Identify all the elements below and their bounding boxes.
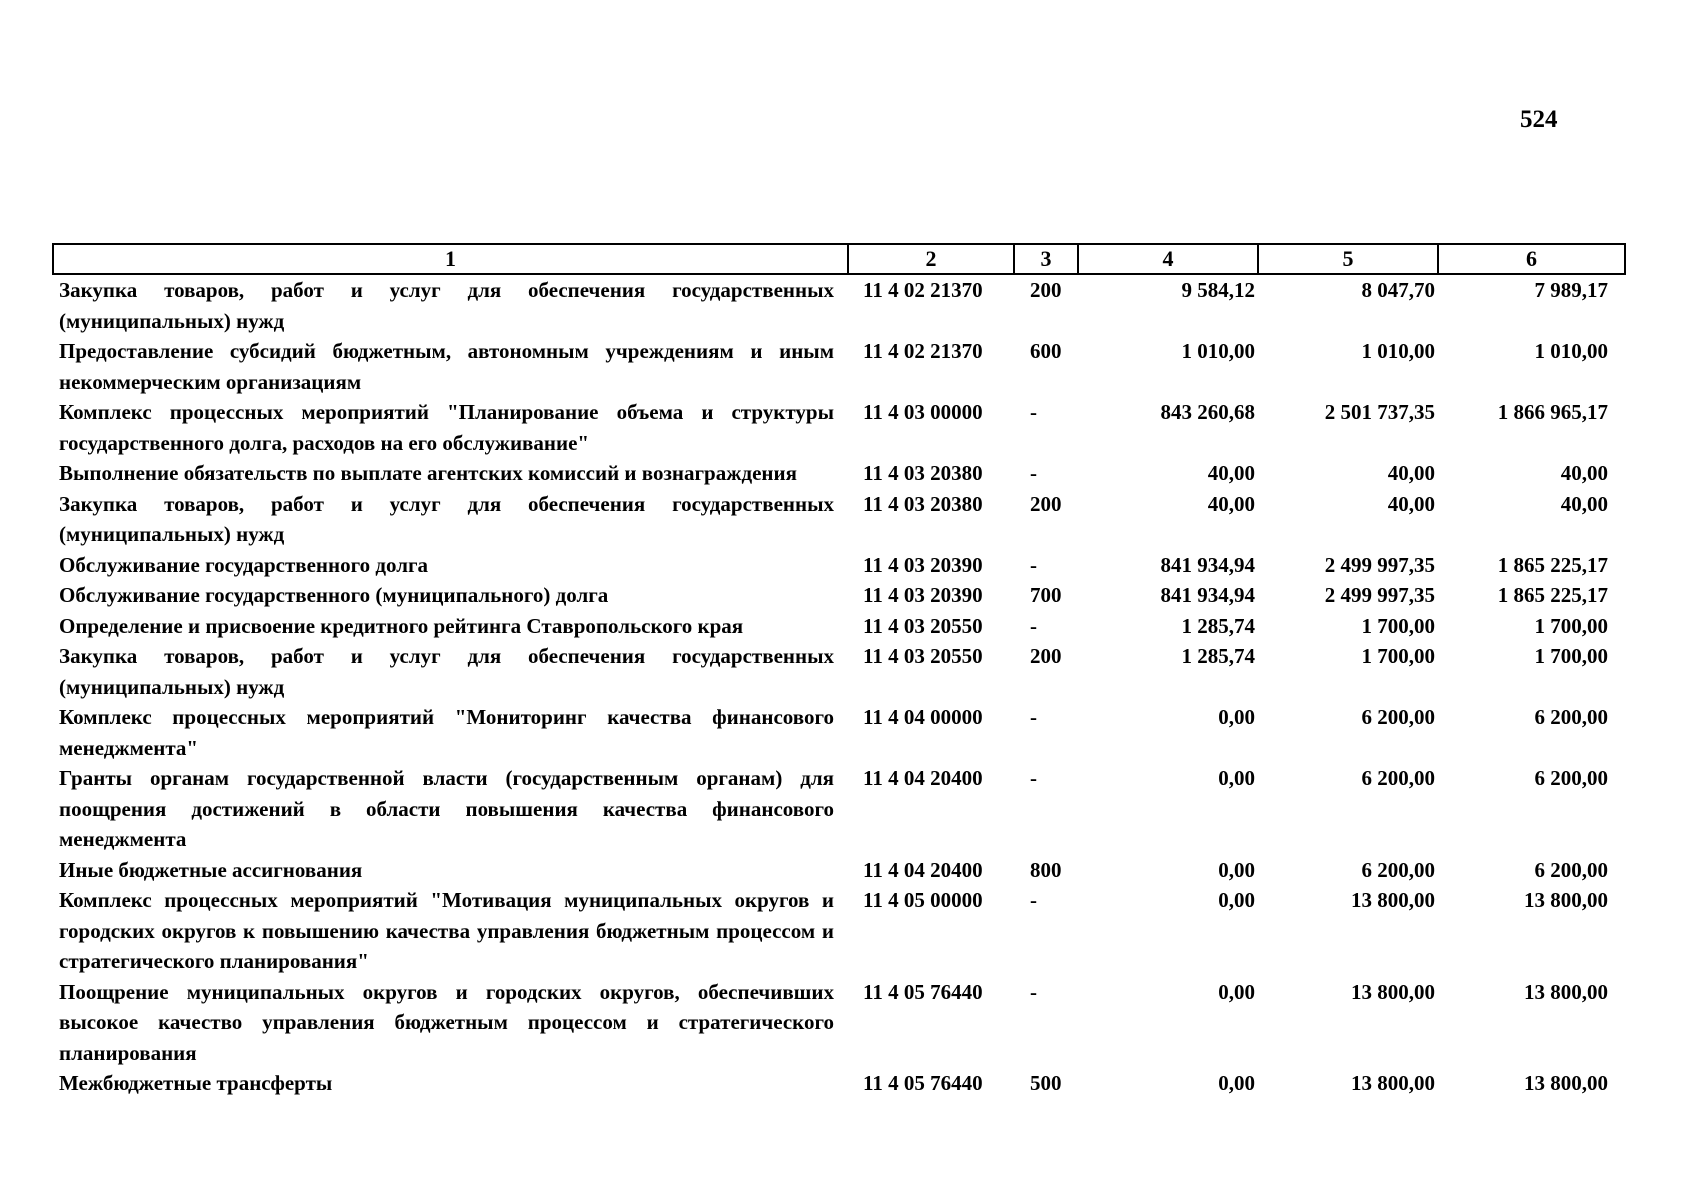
row-value-col5: 8 047,70 (1361, 278, 1435, 302)
row-value-col4: 0,00 (1218, 766, 1255, 790)
table-row (53, 397, 1625, 458)
row-value-col4: 9 584,12 (1181, 278, 1255, 302)
table-row (53, 702, 1625, 763)
row-value-col4: 843 260,68 (1160, 400, 1255, 424)
row-value-col4: 40,00 (1207, 491, 1255, 516)
row-expense-type: - (1030, 766, 1037, 790)
row-code: 11 4 05 76440 (863, 979, 983, 1004)
row-value-col6: 1 865 225,17 (1497, 583, 1608, 607)
row-name: Комплекс процессных мероприятий "Мотивация муниципальных округов и городских округов к повышению качества управления бюджетным процессом и стратегического планирования" (59, 888, 834, 973)
row-code: 11 4 03 20550 (863, 613, 983, 638)
row-value-col5: 2 499 997,35 (1324, 583, 1435, 607)
row-code: 11 4 03 20390 (863, 583, 983, 607)
table-row (53, 885, 1625, 977)
row-value-col6: 13 800,00 (1524, 888, 1608, 912)
page-number: 524 (1520, 106, 1558, 133)
table-row (53, 550, 1625, 581)
row-code: 11 4 02 21370 (863, 278, 983, 302)
row-expense-type: - (1030, 461, 1037, 485)
row-code: 11 4 04 20400 (863, 857, 983, 882)
table-row (53, 458, 1625, 489)
row-value-col4: 0,00 (1218, 979, 1255, 1004)
row-name: Предоставление субсидий бюджетным, автономным учреждениям и иным некоммерческим организациям (59, 339, 834, 394)
table-row (53, 336, 1625, 397)
row-code: 11 4 02 21370 (863, 339, 983, 363)
row-expense-type: 500 (1030, 1071, 1062, 1095)
row-name: Комплекс процессных мероприятий "Мониторинг качества финансового менеджмента" (59, 705, 834, 760)
row-name: Закупка товаров, работ и услуг для обеспечения государственных (муниципальных) нужд (59, 644, 834, 699)
row-expense-type: 700 (1030, 583, 1062, 607)
row-value-col4: 1 285,74 (1181, 613, 1255, 638)
table-row (53, 855, 1625, 886)
row-name: Обслуживание государственного долга (59, 552, 429, 577)
column-header-3: 3 (1014, 244, 1078, 274)
row-value-col5: 13 800,00 (1351, 888, 1435, 912)
row-code: 11 4 04 00000 (863, 705, 983, 729)
row-value-col6: 1 700,00 (1534, 644, 1608, 668)
row-value-col5: 2 501 737,35 (1324, 400, 1435, 424)
row-value-col6: 6 200,00 (1534, 857, 1608, 882)
table-body (53, 274, 1625, 1099)
row-value-col4: 0,00 (1218, 705, 1255, 729)
row-value-col6: 40,00 (1560, 461, 1608, 485)
row-value-col5: 13 800,00 (1351, 1071, 1435, 1095)
row-value-col4: 841 934,94 (1160, 583, 1255, 607)
row-expense-type: - (1030, 888, 1037, 912)
row-expense-type: 200 (1030, 491, 1062, 516)
row-name: Закупка товаров, работ и услуг для обеспечения государственных (муниципальных) нужд (59, 491, 834, 546)
row-value-col5: 1 700,00 (1361, 613, 1435, 638)
row-value-col4: 0,00 (1218, 888, 1255, 912)
row-value-col6: 1 010,00 (1534, 339, 1608, 363)
row-expense-type: 600 (1030, 339, 1062, 363)
row-name: Определение и присвоение кредитного рейтинга Ставропольского края (59, 613, 744, 638)
row-value-col6: 13 800,00 (1524, 979, 1608, 1004)
row-code: 11 4 03 20390 (863, 552, 983, 577)
row-name: Иные бюджетные ассигнования (59, 857, 363, 882)
row-value-col6: 1 866 965,17 (1497, 400, 1608, 424)
row-value-col5: 6 200,00 (1361, 766, 1435, 790)
row-name: Обслуживание государственного (муниципального) долга (59, 583, 609, 607)
table-row (53, 1068, 1625, 1099)
row-code: 11 4 03 00000 (863, 400, 983, 424)
row-name: Поощрение муниципальных округов и городских округов, обеспечивших высокое качество управления бюджетным процессом и стратегического планирования (59, 979, 834, 1065)
table-row (53, 763, 1625, 855)
row-value-col5: 1 010,00 (1361, 339, 1435, 363)
row-expense-type: 200 (1030, 278, 1062, 302)
row-expense-type: - (1030, 552, 1037, 577)
table-row (53, 641, 1625, 702)
row-name: Гранты органам государственной власти (государственным органам) для поощрения достижений в области повышения качества финансового менеджмента (59, 766, 834, 851)
table-row (53, 580, 1625, 611)
row-name: Закупка товаров, работ и услуг для обеспечения государственных (муниципальных) нужд (59, 278, 834, 333)
row-expense-type: - (1030, 979, 1037, 1004)
column-header-1: 1 (53, 244, 848, 274)
row-value-col5: 1 700,00 (1361, 644, 1435, 668)
row-value-col4: 40,00 (1207, 461, 1255, 485)
row-value-col6: 6 200,00 (1534, 766, 1608, 790)
row-value-col4: 0,00 (1218, 1071, 1255, 1095)
row-value-col4: 1 285,74 (1181, 644, 1255, 668)
row-value-col6: 7 989,17 (1534, 278, 1608, 302)
header-row (53, 244, 1625, 274)
row-expense-type: - (1030, 613, 1037, 638)
row-expense-type: 200 (1030, 644, 1062, 668)
table-row (53, 489, 1625, 550)
row-name: Межбюджетные трансферты (59, 1071, 333, 1095)
row-code: 11 4 03 20380 (863, 491, 983, 516)
row-name: Выполнение обязательств по выплате агентских комиссий и вознаграждения (59, 461, 797, 485)
row-value-col6: 6 200,00 (1534, 705, 1608, 729)
row-value-col4: 1 010,00 (1181, 339, 1255, 363)
row-value-col5: 40,00 (1387, 491, 1435, 516)
row-code: 11 4 03 20550 (863, 644, 983, 668)
table-row (53, 611, 1625, 642)
row-value-col4: 0,00 (1218, 857, 1255, 882)
table-header (53, 244, 1625, 274)
column-header-5: 5 (1258, 244, 1438, 274)
row-expense-type: 800 (1030, 857, 1062, 882)
column-header-6: 6 (1438, 244, 1625, 274)
column-header-2: 2 (848, 244, 1014, 274)
column-header-4: 4 (1078, 244, 1258, 274)
row-code: 11 4 03 20380 (863, 461, 983, 485)
row-code: 11 4 05 00000 (863, 888, 983, 912)
row-expense-type: - (1030, 400, 1037, 424)
row-value-col4: 841 934,94 (1160, 552, 1255, 577)
row-value-col6: 13 800,00 (1524, 1071, 1608, 1095)
row-code: 11 4 04 20400 (863, 766, 983, 790)
row-code: 11 4 05 76440 (863, 1071, 983, 1095)
row-value-col6: 40,00 (1560, 491, 1608, 516)
row-value-col5: 6 200,00 (1361, 705, 1435, 729)
row-value-col5: 13 800,00 (1351, 979, 1435, 1004)
budget-table (52, 243, 1626, 1099)
row-name: Комплекс процессных мероприятий "Планирование объема и структуры государственного долга, расходов на его обслуживание" (59, 400, 834, 455)
row-value-col5: 40,00 (1387, 461, 1435, 485)
row-value-col5: 2 499 997,35 (1324, 552, 1435, 577)
table-row (53, 977, 1625, 1069)
row-value-col5: 6 200,00 (1361, 857, 1435, 882)
row-value-col6: 1 700,00 (1534, 613, 1608, 638)
table-row (53, 274, 1625, 336)
row-value-col6: 1 865 225,17 (1497, 552, 1608, 577)
row-expense-type: - (1030, 705, 1037, 729)
